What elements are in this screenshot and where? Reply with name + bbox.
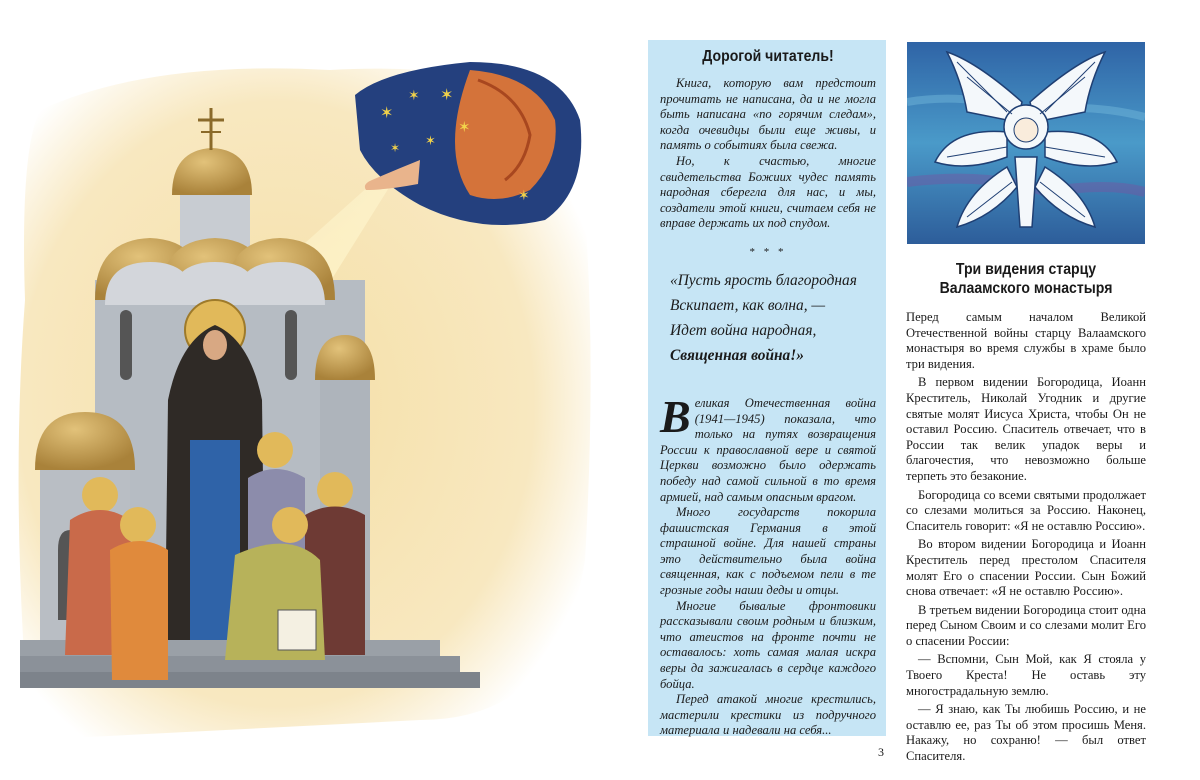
intro-paragraph: Но, к счастью, многие свидетельства Божиих чудес память народная сберегла для нас, и мы, создатели этой книги, считаем себя не вправе держать их под спудом.: [660, 153, 876, 231]
page-number: 3: [878, 745, 884, 759]
reader-title: Дорогой читатель!: [702, 48, 834, 65]
war-text: [660, 390, 876, 739]
story-title-line: Валаамского монастыря: [939, 280, 1113, 297]
svg-text:✶: ✶: [440, 85, 454, 104]
svg-text:✶: ✶: [425, 134, 436, 149]
svg-text:✶: ✶: [458, 118, 471, 136]
poem-line: Священная война!»: [670, 346, 804, 364]
story-paragraph: — Вспомни, Сын Мой, как Я стояла у Твоего Креста! Не оставь эту многострадальную землю.: [906, 652, 1146, 698]
war-paragraph: Многие бывалые фронтовики рассказывали своим родным и близким, что атеистов на фронте почти не оставалось: хоть самая малая искра веры да зажигалась в сердце каждого бойца.: [660, 598, 876, 691]
story-text: [906, 310, 1146, 768]
story-paragraph: Перед самым началом Великой Отечественной войны старцу Валаамского монастыря во время службы в храме было три видения.: [906, 310, 1146, 371]
svg-text:✶: ✶: [380, 103, 394, 122]
poem-line: Идет война народная,: [670, 321, 817, 339]
intro-paragraph: Книга, которую вам предстоит прочитать не написана, да и не могла быть написана «по горячим следам», когда очевидцы были еще живы, и память о событиях была свежа.: [660, 76, 876, 153]
intro-text: [660, 76, 876, 232]
story-paragraph: В третьем видении Богородица стоит одна перед Сыном Своим и со слезами молит Его о спасении России:: [906, 602, 1146, 648]
poem-line: Вскипает, как волна, —: [670, 296, 826, 314]
story-paragraph: В первом видении Богородица, Иоанн Креститель, Николай Угодник и другие святые молят Иисуса Христа, чтобы Он не оставил Россию. Спаситель отвечает, что в России так велик упадок веры и благочестия, что невозможно больше терпеть это безаконие.: [906, 375, 1146, 483]
svg-text:✶: ✶: [408, 88, 420, 104]
story-title: [920, 260, 1131, 298]
story-paragraph: Во втором видении Богородица и Иоанн Креститель перед престолом Спасителя молят Его о спасении России. Сын Божий снова отвечает: «Я не оставлю Россию».: [906, 537, 1146, 599]
war-paragraph: Много государств покорила фашистская Германия в этой страшной войне. Для нашей страны это действительно была война священная, как с подъемом пели в те грозные годы наши деды и отцы.: [660, 505, 876, 598]
drop-cap: В: [660, 390, 691, 442]
story-paragraph: Богородица со всеми святыми продолжает со слезами молиться за Россию. Наконец, Спаситель говорит: «Я не оставлю Россию».: [906, 487, 1146, 533]
svg-text:✶: ✶: [390, 141, 401, 155]
poem: [670, 268, 876, 368]
story-title-line: Три видения старцу: [955, 261, 1097, 278]
svg-text:✶: ✶: [518, 188, 530, 204]
war-paragraph: Перед атакой многие крестились, мастерили крестики из подручного материала и надевали на себя...: [660, 692, 876, 738]
war-paragraph: еликая Отечественная война (1941—1945) показала, что только на путях возвращения России к православной вере и святой Церкви возможно было одержать победу над самой сильной в то время армией, над самым опасным врагом.: [660, 395, 876, 504]
poem-line: «Пусть ярость благородная: [670, 271, 857, 289]
separator: * * *: [749, 245, 787, 258]
reader-column: [648, 40, 886, 736]
story-paragraph: — Я знаю, как Ты любишь Россию, и не оставлю ее, раз Ты об этом просишь Меня. Накажу, но сохраню! — был ответ Спасителя.: [906, 702, 1146, 764]
seraphim-illustration: [907, 42, 1145, 244]
